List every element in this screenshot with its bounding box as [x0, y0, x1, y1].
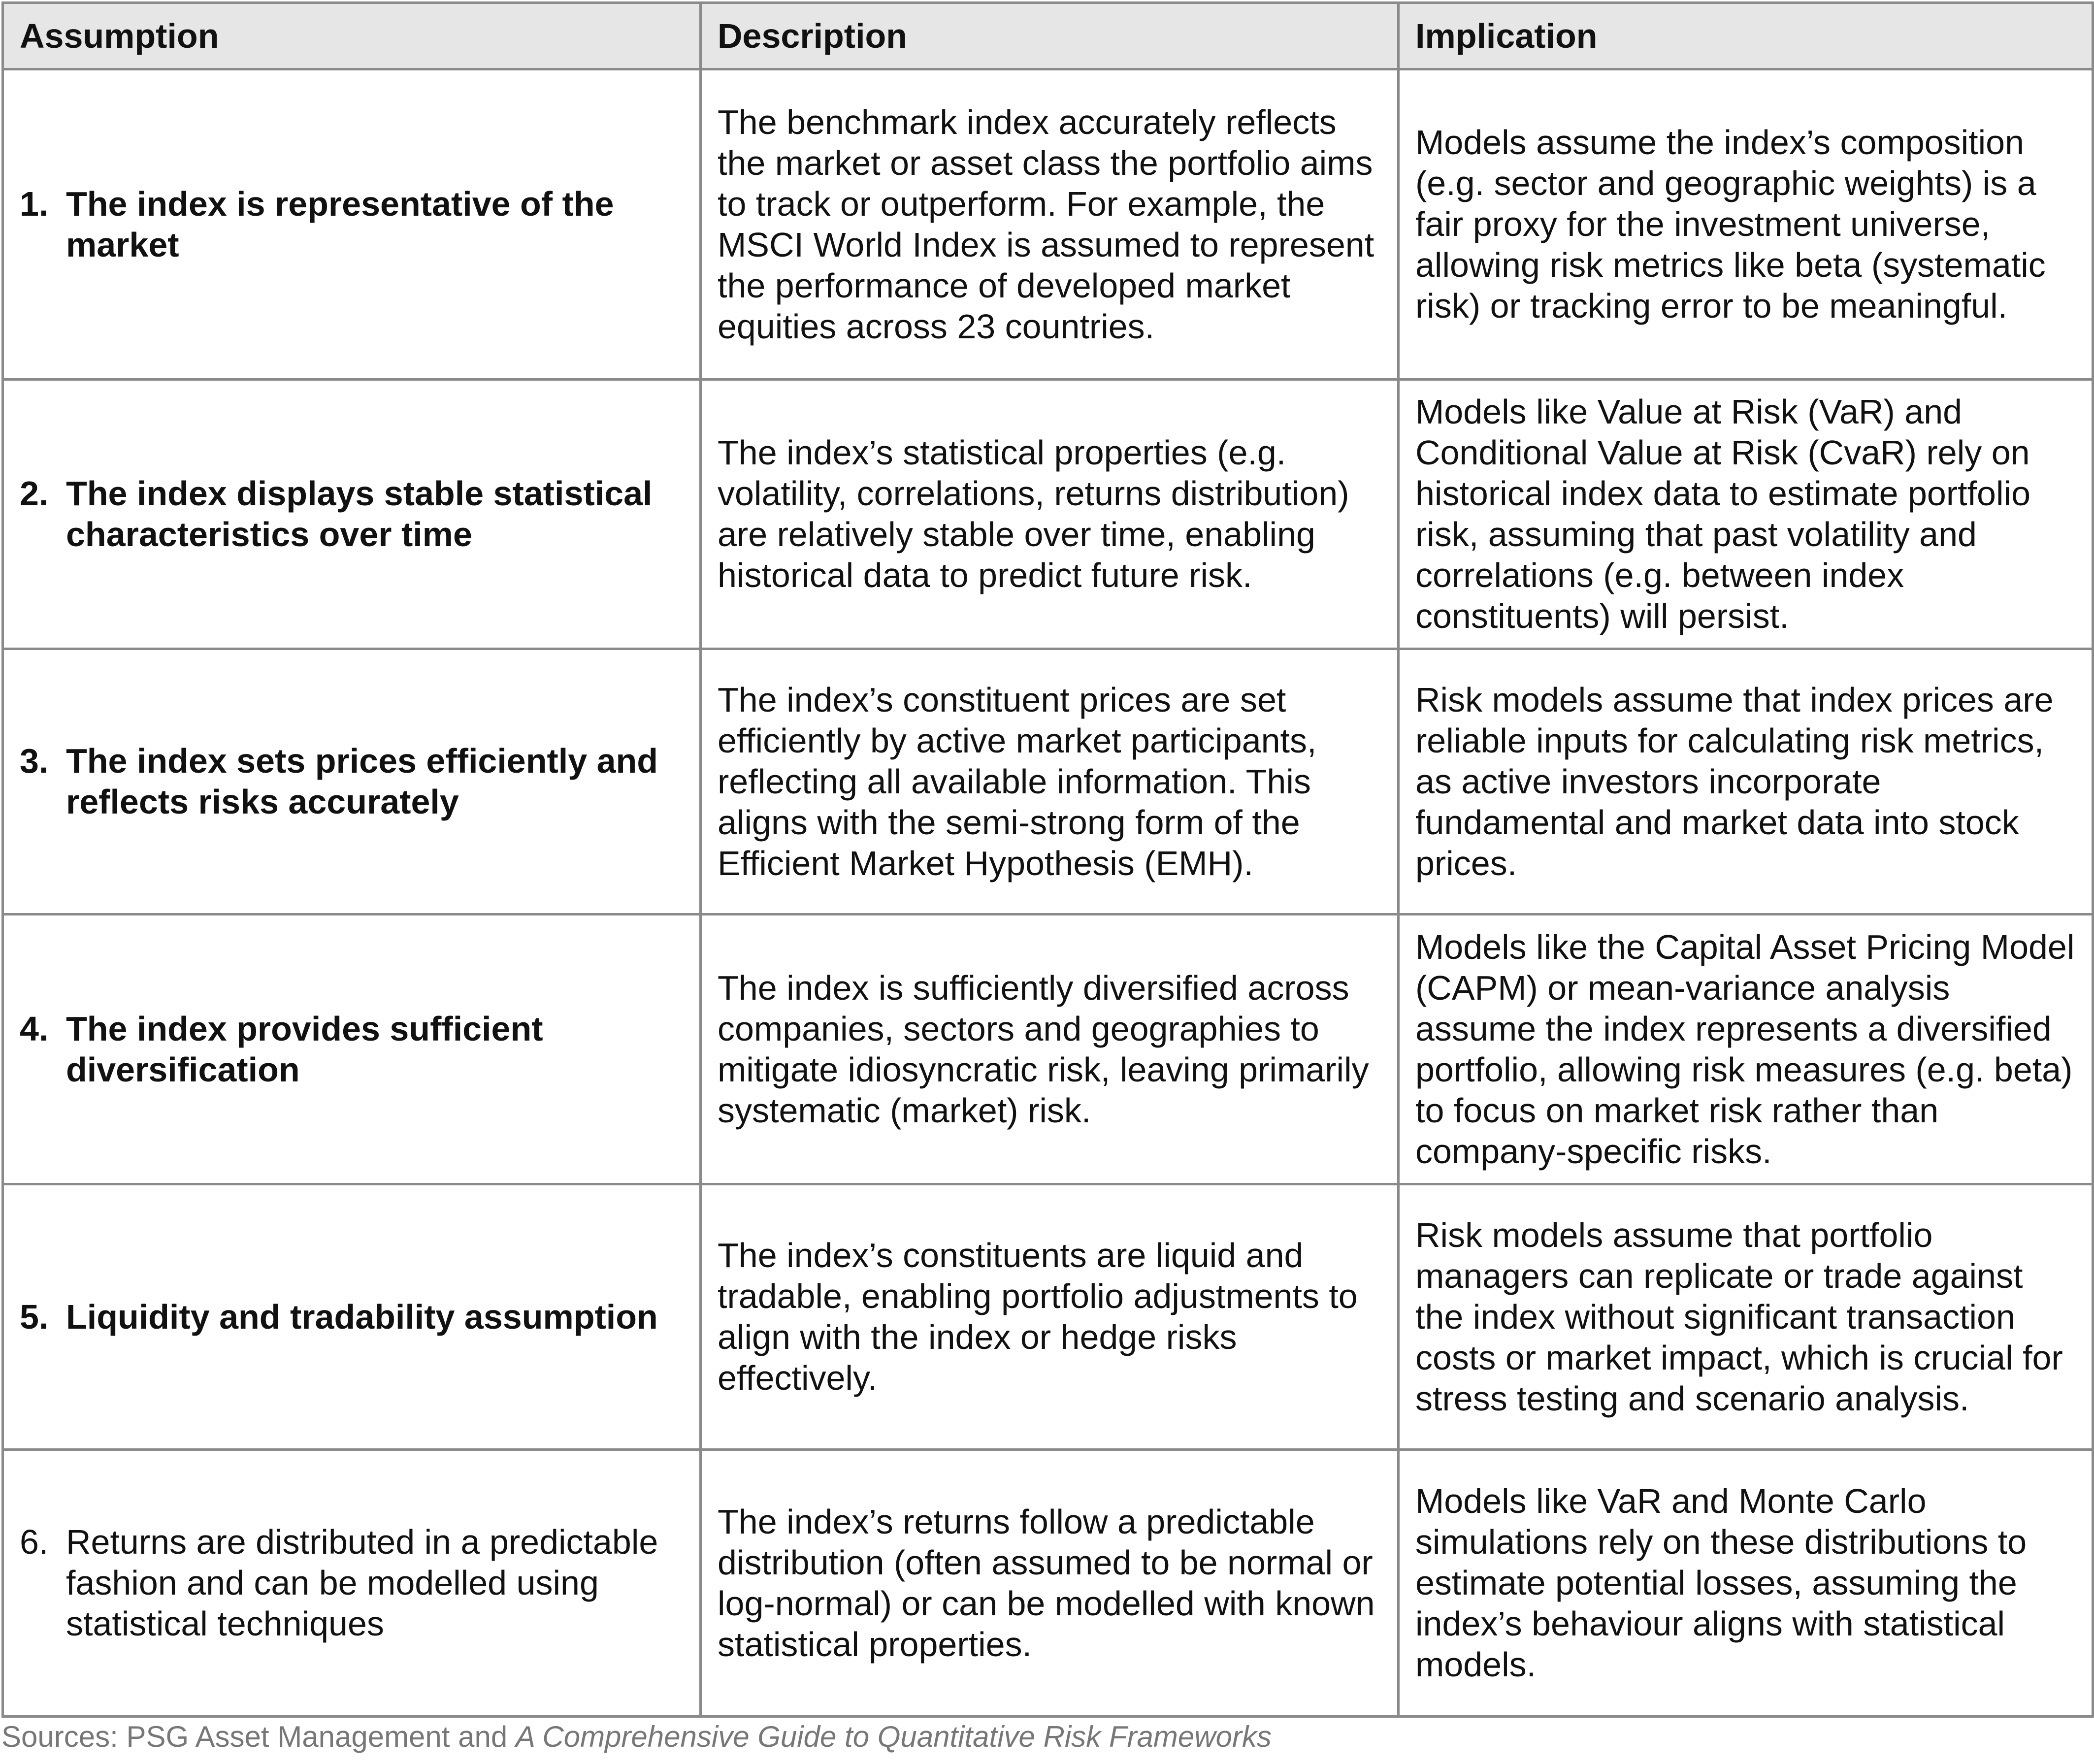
assumption-text: The index displays stable statistical characteristics over time — [66, 474, 653, 554]
table-row — [3, 1450, 2093, 1717]
assumption-text: The index is representative of the market — [66, 184, 614, 264]
assumption-number: 4. — [20, 1009, 49, 1048]
assumption-cell — [3, 649, 701, 915]
assumption-number: 6. — [20, 1523, 49, 1561]
implication-cell: Risk models assume that portfolio managers can replicate or trade against the index without significant transaction costs or market impact, which is crucial for stress testing and scenario analysis. — [1399, 1184, 2093, 1450]
assumption-cell — [3, 1450, 701, 1717]
table-row — [3, 380, 2093, 649]
column-header-description: Description — [701, 3, 1399, 69]
assumption-number: 2. — [20, 474, 49, 513]
source-note-prefix: Sources: PSG Asset Management and — [1, 1720, 516, 1753]
table-row — [3, 69, 2093, 380]
table-row — [3, 649, 2093, 915]
implication-cell: Models like Value at Risk (VaR) and Conditional Value at Risk (CvaR) rely on historical index data to estimate portfolio risk, assuming that past volatility and correlations (e.g. between index constituents) will persist. — [1399, 380, 2093, 649]
column-header-implication: Implication — [1399, 3, 2093, 69]
description-cell: The index’s statistical properties (e.g. volatility, correlations, returns distribution) are relatively stable over time, enabling historical data to predict future risk. — [701, 380, 1399, 649]
description-cell: The index’s constituent prices are set efficiently by active market participants, reflecting all available information. This aligns with the semi-strong form of the Efficient Market Hypothesis (EMH). — [701, 649, 1399, 915]
assumption-text: Liquidity and tradability assumption — [66, 1297, 658, 1336]
assumption-text: The index sets prices efficiently and reflects risks accurately — [66, 742, 658, 821]
assumption-cell — [3, 915, 701, 1184]
implication-cell: Models like VaR and Monte Carlo simulations rely on these distributions to estimate potential losses, assuming the index’s behaviour aligns with statistical models. — [1399, 1450, 2093, 1717]
table-row — [3, 915, 2093, 1184]
implication-cell: Models like the Capital Asset Pricing Model (CAPM) or mean-variance analysis assume the index represents a diversified portfolio, allowing risk measures (e.g. beta) to focus on market risk rather than company-specific risks. — [1399, 915, 2093, 1184]
assumption-item — [20, 473, 686, 555]
source-note-title: A Comprehensive Guide to Quantitative Risk Frameworks — [515, 1720, 1272, 1753]
assumption-item — [20, 1522, 686, 1644]
table-header-row — [3, 3, 2093, 69]
column-header-assumption: Assumption — [3, 3, 701, 69]
source-note — [1, 1720, 1272, 1754]
assumption-number: 1. — [20, 184, 49, 223]
assumptions-table — [1, 1, 2094, 1718]
assumption-item — [20, 1297, 686, 1338]
assumption-number: 5. — [20, 1297, 49, 1336]
assumption-cell — [3, 380, 701, 649]
implication-cell: Models assume the index’s composition (e.g. sector and geographic weights) is a fair proxy for the investment universe, allowing risk metrics like beta (systematic risk) or tracking error to be meaningful. — [1399, 69, 2093, 380]
assumption-item — [20, 184, 686, 265]
assumption-item — [20, 1009, 686, 1090]
description-cell: The benchmark index accurately reflects the market or asset class the portfolio aims to track or outperform. For example, the MSCI World Index is assumed to represent the performance of developed market equities across 23 countries. — [701, 69, 1399, 380]
assumption-text: Returns are distributed in a predictable fashion and can be modelled using statistical techniques — [66, 1523, 658, 1643]
description-cell: The index’s returns follow a predictable distribution (often assumed to be normal or log-normal) or can be modelled with known statistical properties. — [701, 1450, 1399, 1717]
description-cell: The index’s constituents are liquid and tradable, enabling portfolio adjustments to align with the index or hedge risks effectively. — [701, 1184, 1399, 1450]
assumption-cell — [3, 69, 701, 380]
assumption-text: The index provides sufficient diversification — [66, 1009, 543, 1089]
description-cell: The index is sufficiently diversified across companies, sectors and geographies to mitigate idiosyncratic risk, leaving primarily systematic (market) risk. — [701, 915, 1399, 1184]
assumptions-table-container — [1, 1, 2092, 1694]
assumption-item — [20, 741, 686, 822]
implication-cell: Risk models assume that index prices are reliable inputs for calculating risk metrics, as active investors incorporate fundamental and market data into stock prices. — [1399, 649, 2093, 915]
table-row — [3, 1184, 2093, 1450]
assumption-number: 3. — [20, 742, 49, 780]
assumption-cell — [3, 1184, 701, 1450]
